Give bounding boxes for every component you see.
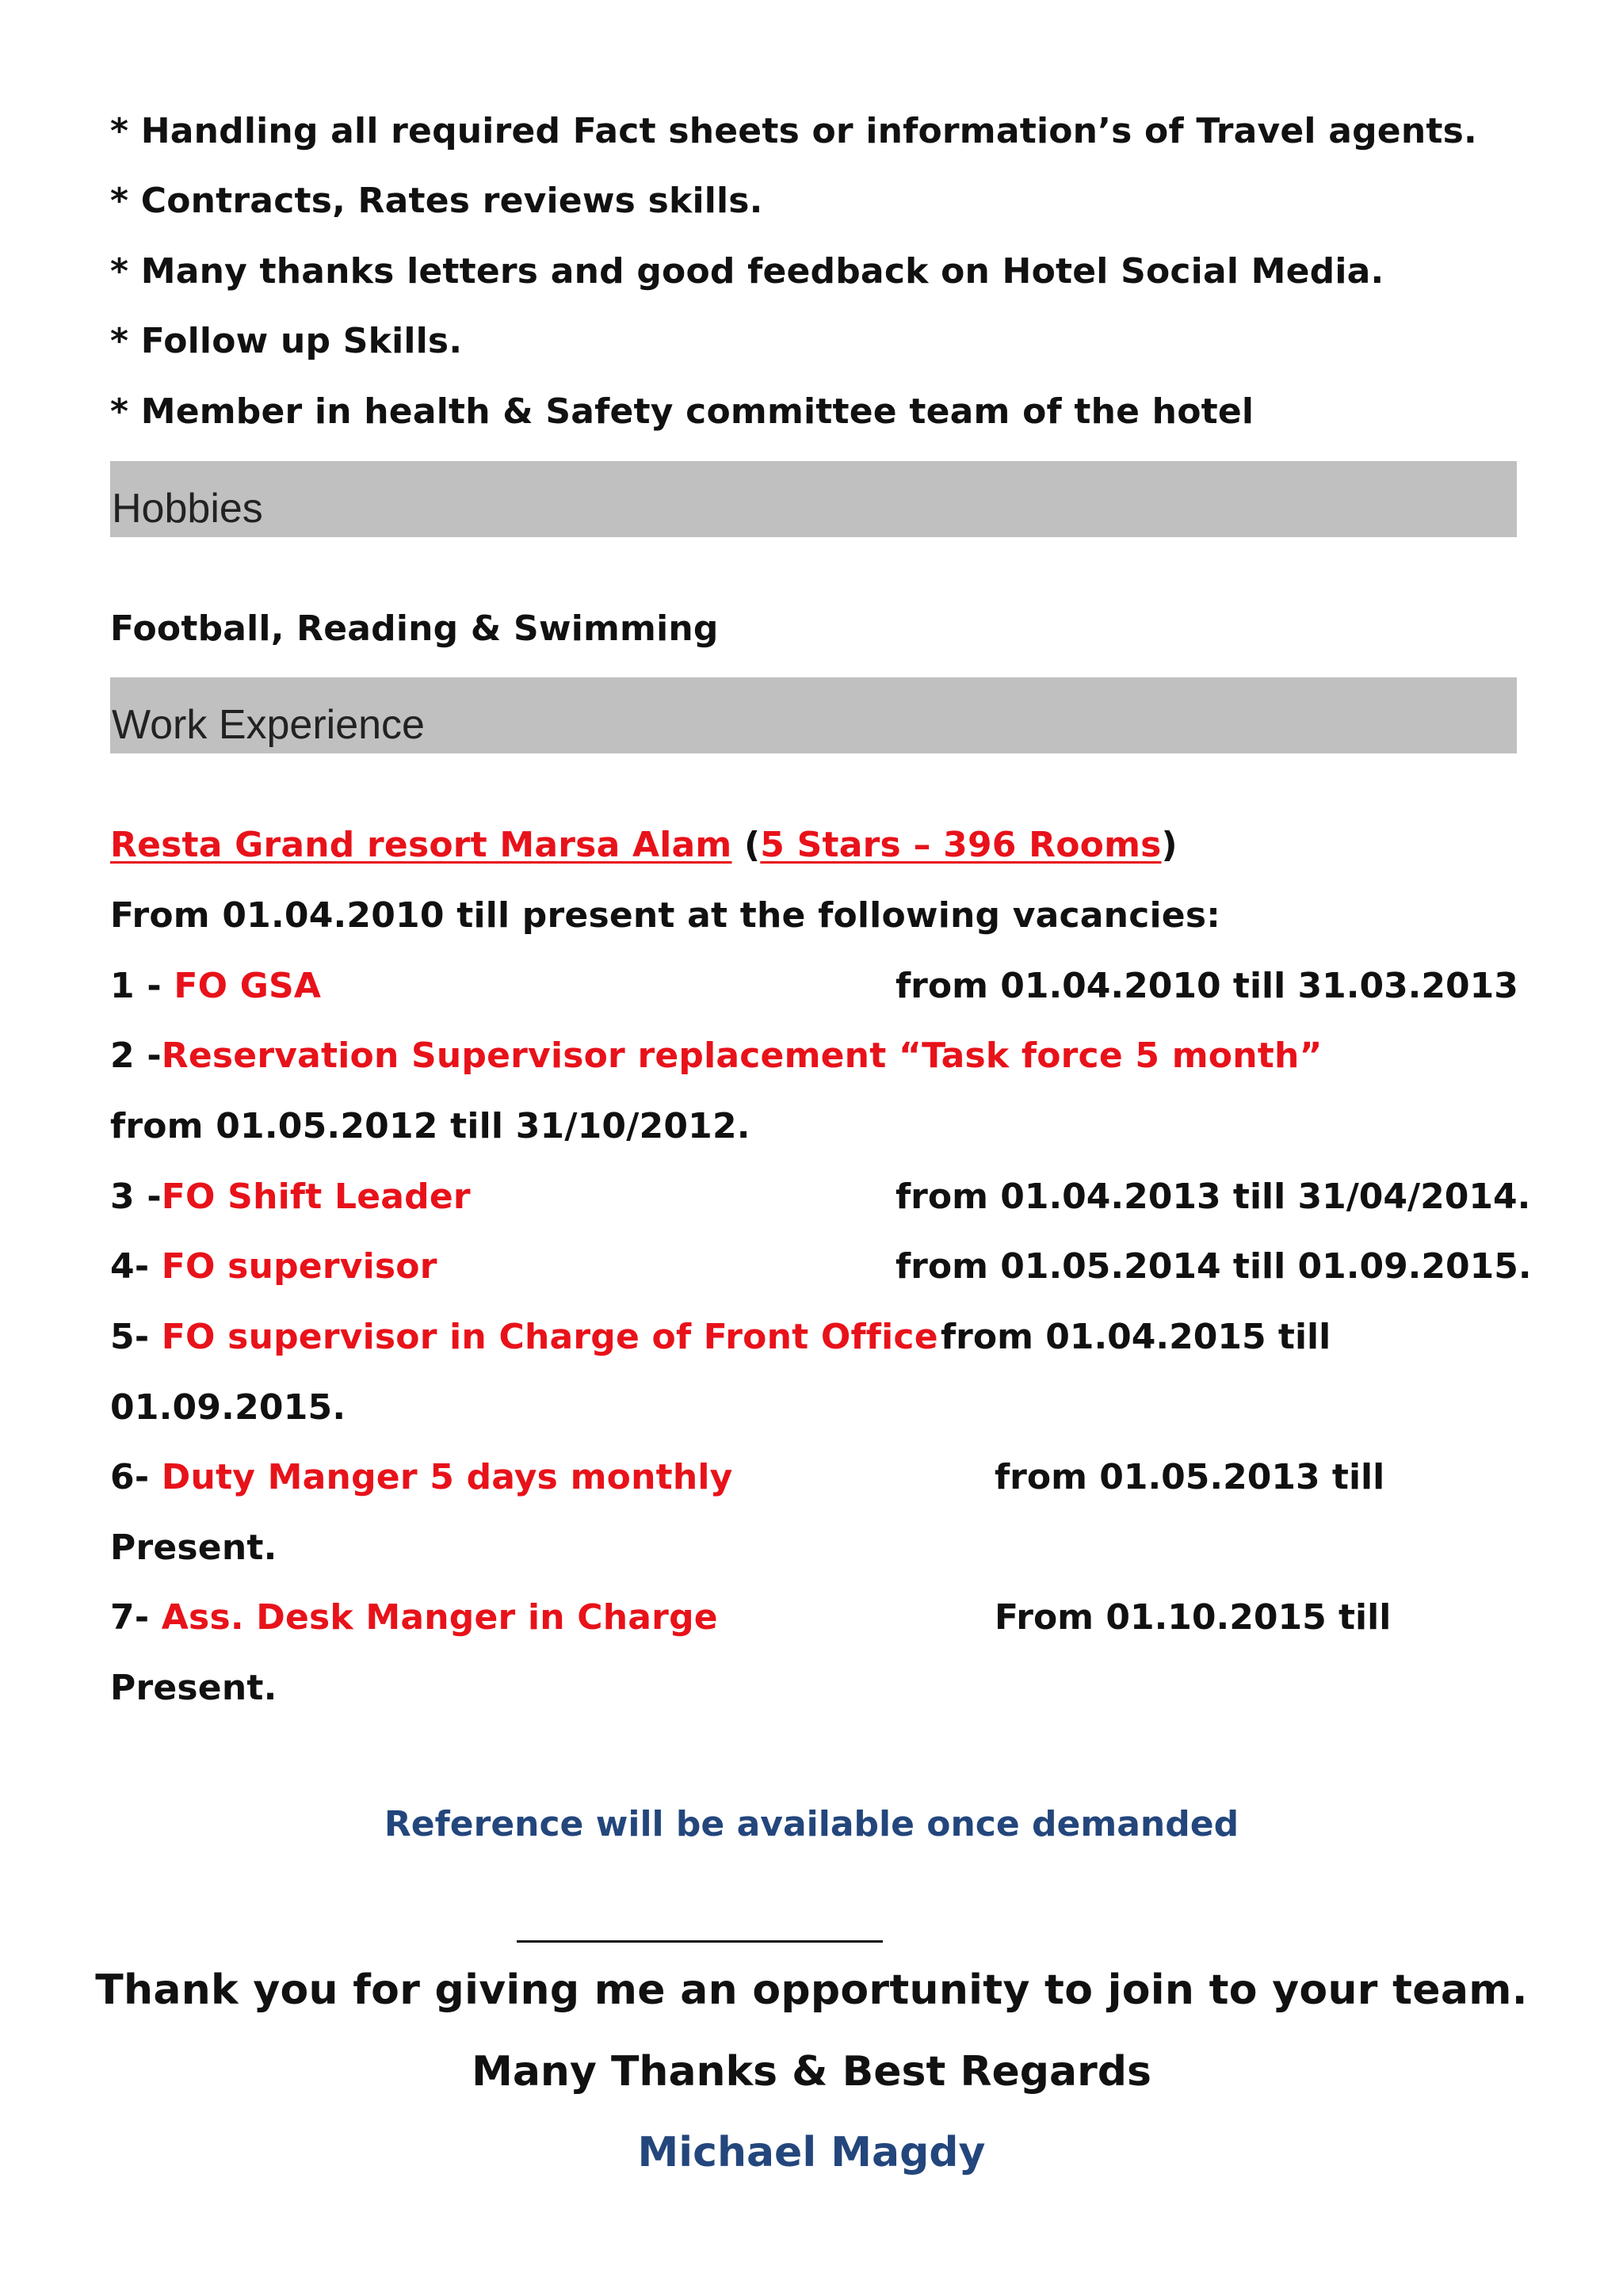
skill-item: * Handling all required Fact sheets or information’s of Travel agents. — [110, 111, 1477, 151]
position-number: 7- — [110, 1597, 162, 1638]
position-dates: from 01.05.2014 till 01.09.2015. — [896, 1246, 1532, 1287]
position-dates-continued: 01.09.2015. — [110, 1387, 346, 1428]
position-dates: from 01.04.2015 till — [941, 1317, 1331, 1357]
position-row — [110, 1317, 938, 1357]
position-row — [110, 1035, 1323, 1076]
position-title: FO supervisor — [161, 1246, 437, 1287]
work-intro: From 01.04.2010 till present at the following vacancies: — [110, 895, 1221, 936]
position-row — [110, 1457, 733, 1497]
position-title: FO supervisor in Charge of Front Office — [161, 1317, 938, 1357]
employer-close-paren: ) — [1161, 825, 1178, 865]
position-dates: from 01.05.2012 till 31/10/2012. — [110, 1106, 750, 1146]
closing-thanks: Thank you for giving me an opportunity to join to your team. — [95, 1966, 1528, 2014]
position-dates: from 01.04.2010 till 31.03.2013 — [896, 966, 1518, 1006]
position-number: 2 - — [110, 1035, 162, 1076]
position-row — [110, 966, 321, 1006]
position-dates: From 01.10.2015 till — [995, 1597, 1392, 1638]
skill-item: * Member in health & Safety committee team of the hotel — [110, 391, 1254, 432]
position-number: 1 - — [110, 966, 174, 1006]
work-experience-heading: Work Experience — [112, 702, 425, 748]
work-experience-section-bar — [110, 677, 1517, 753]
hobbies-text: Football, Reading & Swimming — [110, 608, 719, 649]
position-number: 6- — [110, 1457, 162, 1497]
employer-line — [110, 825, 1178, 865]
position-title: FO GSA — [174, 966, 322, 1006]
closing-regards: Many Thanks & Best Regards — [472, 2048, 1151, 2096]
position-dates: from 01.05.2013 till — [995, 1457, 1385, 1497]
employer-open-paren: ( — [731, 825, 761, 865]
employer-name: Resta Grand resort Marsa Alam — [110, 825, 732, 865]
signature-name: Michael Magdy — [637, 2129, 986, 2176]
position-number: 5- — [110, 1317, 162, 1357]
position-title: FO Shift Leader — [161, 1177, 471, 1217]
skill-item: * Many thanks letters and good feedback on Hotel Social Media. — [110, 251, 1384, 292]
signature-divider — [517, 1940, 883, 1943]
hobbies-section-bar — [110, 461, 1517, 537]
skill-item: * Follow up Skills. — [110, 321, 463, 361]
position-number: 3 - — [110, 1177, 162, 1217]
hobbies-heading: Hobbies — [112, 486, 263, 532]
reference-note: Reference will be available once demanded — [384, 1804, 1239, 1844]
position-dates-continued: Present. — [110, 1527, 277, 1568]
position-dates-continued: Present. — [110, 1668, 277, 1708]
employer-details: 5 Stars – 396 Rooms — [760, 825, 1162, 865]
skill-item: * Contracts, Rates reviews skills. — [110, 181, 763, 221]
position-title: Ass. Desk Manger in Charge — [161, 1597, 718, 1638]
position-row — [110, 1246, 437, 1287]
position-number: 4- — [110, 1246, 162, 1287]
position-title: Reservation Supervisor replacement “Task force 5 month” — [161, 1035, 1323, 1076]
position-dates: from 01.04.2013 till 31/04/2014. — [896, 1177, 1531, 1217]
position-title: Duty Manger 5 days monthly — [161, 1457, 733, 1497]
position-row — [110, 1597, 718, 1638]
position-row — [110, 1177, 471, 1217]
